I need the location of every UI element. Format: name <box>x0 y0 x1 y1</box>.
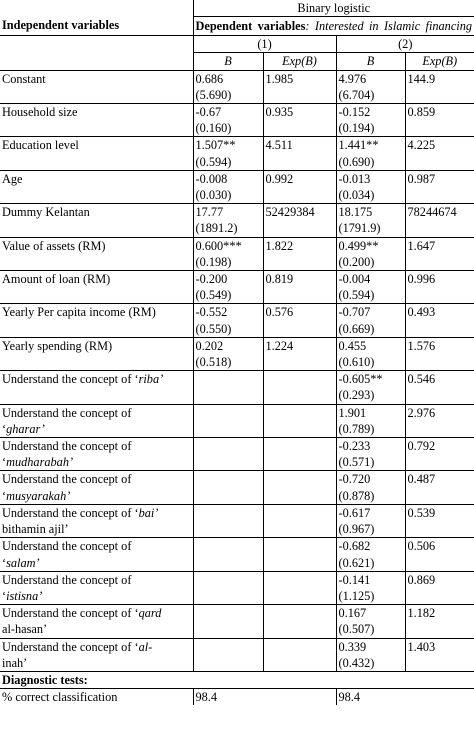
coefficient: -0.67 <box>195 105 222 120</box>
variable-label-cell <box>0 371 193 404</box>
model-1-b-cell <box>193 438 263 471</box>
variable-label-cell <box>0 70 193 103</box>
model-1-exp-cell: 4.511 <box>263 137 336 170</box>
variables-body <box>0 70 474 671</box>
coef-header-m1-b: B <box>193 53 263 70</box>
header-row-coef <box>0 53 474 70</box>
table-row <box>0 571 474 604</box>
coefficient: 0.455 <box>338 338 367 353</box>
table-row <box>0 204 474 237</box>
coefficient: -0.552 <box>195 305 228 320</box>
coefficient: -0.233 <box>338 439 371 454</box>
table-row <box>0 404 474 437</box>
standard-error: (0.594) <box>338 288 375 303</box>
model-1-b-cell <box>193 137 263 170</box>
model-1-exp-cell <box>263 638 336 671</box>
variable-label: inah’ <box>2 655 28 670</box>
model-2-exp-cell: 2.976 <box>405 404 474 437</box>
table-row <box>0 104 474 137</box>
variable-label: Understand the concept of <box>2 539 132 554</box>
model-2-b-cell <box>336 70 405 103</box>
model-1-exp-cell <box>263 371 336 404</box>
table-row <box>0 170 474 203</box>
variable-label-cell <box>0 638 193 671</box>
variable-label: Dummy Kelantan <box>2 205 90 220</box>
model-2-exp-cell: 0.859 <box>405 104 474 137</box>
table-row <box>0 538 474 571</box>
coefficient: -0.707 <box>338 305 371 320</box>
model-1-b-cell <box>193 70 263 103</box>
variable-label-cell <box>0 404 193 437</box>
standard-error: (0.621) <box>338 555 375 570</box>
variable-label: Understand the concept of <box>2 472 132 487</box>
coefficient: 0.167 <box>338 606 367 621</box>
variable-label-cell <box>0 104 193 137</box>
variable-label: ‘mudharabah’ <box>2 455 74 470</box>
model-2-b-cell <box>336 170 405 203</box>
model-2-exp-cell: 1.576 <box>405 337 474 370</box>
variable-label-cell <box>0 204 193 237</box>
coef-header-m1-exp: Exp(B) <box>263 53 336 70</box>
coefficient: -0.013 <box>338 171 371 186</box>
model-1-exp-cell: 0.992 <box>263 170 336 203</box>
coefficient: 0.499** <box>338 238 379 253</box>
model-2-exp-cell: 0.493 <box>405 304 474 337</box>
model-1-b-cell <box>193 371 263 404</box>
model-1-b-cell <box>193 571 263 604</box>
model-1-b-cell <box>193 204 263 237</box>
table-row <box>0 438 474 471</box>
diagnostics-title: Diagnostic tests: <box>0 671 474 688</box>
diagnostics-m1-value: 98.4 <box>193 689 336 706</box>
variable-label-cell <box>0 337 193 370</box>
variable-label: Yearly Per capita income (RM) <box>2 305 156 320</box>
model-2-b-cell <box>336 571 405 604</box>
coefficient: -0.682 <box>338 539 371 554</box>
variable-label-cell <box>0 438 193 471</box>
table-row <box>0 638 474 671</box>
independent-variables-header: Independent variables <box>2 18 120 32</box>
standard-error: (0.571) <box>338 455 375 470</box>
model-1-exp-cell <box>263 538 336 571</box>
model-2-exp-cell: 144.9 <box>405 70 474 103</box>
model-2-exp-cell: 0.987 <box>405 170 474 203</box>
model-2-exp-cell: 1.182 <box>405 605 474 638</box>
variable-label: Yearly spending (RM) <box>2 338 113 353</box>
standard-error: (1891.2) <box>195 221 238 236</box>
diagnostics-title-row <box>0 671 474 688</box>
variable-label-cell <box>0 571 193 604</box>
model-1-b-cell <box>193 271 263 304</box>
variable-label: Constant <box>2 71 46 86</box>
model-1-b-cell <box>193 504 263 537</box>
model-1-exp-cell <box>263 404 336 437</box>
table-row <box>0 304 474 337</box>
model-1-b-cell <box>193 538 263 571</box>
model-2-exp-cell: 0.869 <box>405 571 474 604</box>
table-row <box>0 605 474 638</box>
model-1-b-cell <box>193 304 263 337</box>
model-1-exp-cell: 0.819 <box>263 271 336 304</box>
model-2-b-cell <box>336 271 405 304</box>
model-2-b-cell <box>336 504 405 537</box>
model-2-b-cell <box>336 471 405 504</box>
variable-label: Understand the concept of <box>2 572 132 587</box>
standard-error: (0.789) <box>338 421 375 436</box>
standard-error: (0.550) <box>195 321 232 336</box>
coefficient: 0.600*** <box>195 238 242 253</box>
variable-label: Understand the concept of ‘al- <box>2 639 153 654</box>
coefficient: 4.976 <box>338 71 367 86</box>
variable-label-cell <box>0 137 193 170</box>
variable-label-cell <box>0 471 193 504</box>
model-1-exp-cell <box>263 471 336 504</box>
table-row <box>0 504 474 537</box>
coefficient: 0.686 <box>195 71 224 86</box>
model-1-exp-cell: 1.985 <box>263 70 336 103</box>
header-row-models <box>0 36 474 53</box>
diagnostics-row <box>0 689 474 706</box>
coef-spacer-cell <box>0 53 193 70</box>
variable-label: Amount of loan (RM) <box>2 272 111 287</box>
coefficient: -0.008 <box>195 171 228 186</box>
model-1-exp-cell <box>263 605 336 638</box>
model-1-exp-cell: 52429384 <box>263 204 336 237</box>
variable-label: Understand the concept of ‘qard <box>2 606 162 621</box>
coefficient: 1.901 <box>338 405 367 420</box>
coefficient: -0.141 <box>338 572 371 587</box>
dependent-variables-header <box>193 17 474 36</box>
variable-label-cell <box>0 170 193 203</box>
variable-label-cell <box>0 304 193 337</box>
header-row-group <box>0 0 474 17</box>
model-2-b-cell <box>336 404 405 437</box>
dependent-variables-label: Dependent variables <box>195 19 306 34</box>
model-2-b-cell <box>336 237 405 270</box>
table-row <box>0 371 474 404</box>
variable-label: Value of assets (RM) <box>2 238 106 253</box>
variable-label-cell <box>0 237 193 270</box>
header-empty-cell <box>0 0 193 36</box>
standard-error: (0.669) <box>338 321 375 336</box>
coefficient: -0.200 <box>195 272 228 287</box>
table-row <box>0 137 474 170</box>
model-1-b-cell <box>193 104 263 137</box>
standard-error: (0.518) <box>195 355 232 370</box>
coefficient: 1.507** <box>195 138 236 153</box>
standard-error: (0.198) <box>195 254 232 269</box>
model-1-b-cell <box>193 237 263 270</box>
table-row <box>0 237 474 270</box>
model-2-b-cell <box>336 304 405 337</box>
table-row <box>0 337 474 370</box>
model-2-b-cell <box>336 104 405 137</box>
standard-error: (0.034) <box>338 188 375 203</box>
model-2-header: (2) <box>336 36 474 53</box>
variable-label: ‘istisna’ <box>2 588 43 603</box>
coefficient: -0.605** <box>338 372 383 387</box>
model-1-b-cell <box>193 404 263 437</box>
model-1-exp-cell: 1.224 <box>263 337 336 370</box>
variable-label: Understand the concept of ‘bai’ <box>2 505 159 520</box>
model-2-exp-cell: 1.403 <box>405 638 474 671</box>
standard-error: (0.194) <box>338 121 375 136</box>
variable-label-cell <box>0 271 193 304</box>
model-1-exp-cell: 1.822 <box>263 237 336 270</box>
standard-error: (0.200) <box>338 254 375 269</box>
model-2-exp-cell: 4.225 <box>405 137 474 170</box>
table-row <box>0 271 474 304</box>
model-1-exp-cell <box>263 438 336 471</box>
variable-label: Understand the concept of ‘riba’ <box>2 372 164 387</box>
model-2-b-cell <box>336 438 405 471</box>
standard-error: (0.967) <box>338 522 375 537</box>
variable-label: Age <box>2 171 23 186</box>
model-1-exp-cell: 0.935 <box>263 104 336 137</box>
variable-label: al-hasan’ <box>2 622 48 637</box>
coefficient: 17.77 <box>195 205 224 220</box>
coefficient: 0.202 <box>195 338 224 353</box>
standard-error: (1791.9) <box>338 221 381 236</box>
standard-error: (0.160) <box>195 121 232 136</box>
standard-error: (0.507) <box>338 622 375 637</box>
model-2-b-cell <box>336 605 405 638</box>
variable-label-cell <box>0 538 193 571</box>
model-2-exp-cell: 0.487 <box>405 471 474 504</box>
model-2-b-cell <box>336 137 405 170</box>
coefficient: 1.441** <box>338 138 379 153</box>
table-row <box>0 471 474 504</box>
diagnostics-m2-value: 98.4 <box>336 689 474 706</box>
coefficient: -0.617 <box>338 505 371 520</box>
variable-label: ‘musyarakah’ <box>2 488 71 503</box>
variable-label-cell <box>0 504 193 537</box>
coef-header-m2-exp: Exp(B) <box>405 53 474 70</box>
coefficient: 18.175 <box>338 205 373 220</box>
models-spacer-cell <box>0 36 193 53</box>
model-1-header: (1) <box>193 36 336 53</box>
model-1-exp-cell <box>263 504 336 537</box>
coefficient: 0.339 <box>338 639 367 654</box>
model-2-exp-cell: 1.647 <box>405 237 474 270</box>
variable-label-cell <box>0 605 193 638</box>
binary-logistic-header: Binary logistic <box>193 0 474 17</box>
standard-error: (0.549) <box>195 288 232 303</box>
coefficient: -0.720 <box>338 472 371 487</box>
model-2-b-cell <box>336 538 405 571</box>
standard-error: (6.704) <box>338 87 375 102</box>
model-2-exp-cell: 0.546 <box>405 371 474 404</box>
variable-label: bithamin ajil’ <box>2 522 69 537</box>
model-2-exp-cell: 0.792 <box>405 438 474 471</box>
dependent-variables-value: : Interested in Islamic financing <box>305 19 472 34</box>
model-1-b-cell <box>193 170 263 203</box>
model-2-b-cell <box>336 638 405 671</box>
variable-label: Education level <box>2 138 79 153</box>
diagnostics-label: % correct classification <box>0 689 193 706</box>
table-row <box>0 70 474 103</box>
model-2-exp-cell: 78244674 <box>405 204 474 237</box>
standard-error: (0.293) <box>338 388 375 403</box>
model-2-b-cell <box>336 204 405 237</box>
variable-label: Understand the concept of <box>2 439 132 454</box>
standard-error: (0.594) <box>195 154 232 169</box>
model-2-b-cell <box>336 337 405 370</box>
coef-header-m2-b: B <box>336 53 405 70</box>
variable-label: ‘gharar’ <box>2 421 45 436</box>
standard-error: (0.878) <box>338 488 375 503</box>
model-2-exp-cell: 0.506 <box>405 538 474 571</box>
model-1-exp-cell <box>263 571 336 604</box>
model-1-exp-cell: 0.576 <box>263 304 336 337</box>
standard-error: (0.610) <box>338 355 375 370</box>
model-1-b-cell <box>193 471 263 504</box>
coefficient: -0.004 <box>338 272 371 287</box>
variable-label: Household size <box>2 105 78 120</box>
variable-label: Understand the concept of <box>2 405 132 420</box>
model-2-exp-cell: 0.539 <box>405 504 474 537</box>
standard-error: (5.690) <box>195 87 232 102</box>
model-2-exp-cell: 0.996 <box>405 271 474 304</box>
standard-error: (0.690) <box>338 154 375 169</box>
standard-error: (0.432) <box>338 655 375 670</box>
model-2-b-cell <box>336 371 405 404</box>
standard-error: (0.030) <box>195 188 232 203</box>
model-1-b-cell <box>193 638 263 671</box>
variable-label: ‘salam’ <box>2 555 40 570</box>
coefficient: -0.152 <box>338 105 371 120</box>
standard-error: (1.125) <box>338 588 375 603</box>
model-1-b-cell <box>193 605 263 638</box>
model-1-b-cell <box>193 337 263 370</box>
